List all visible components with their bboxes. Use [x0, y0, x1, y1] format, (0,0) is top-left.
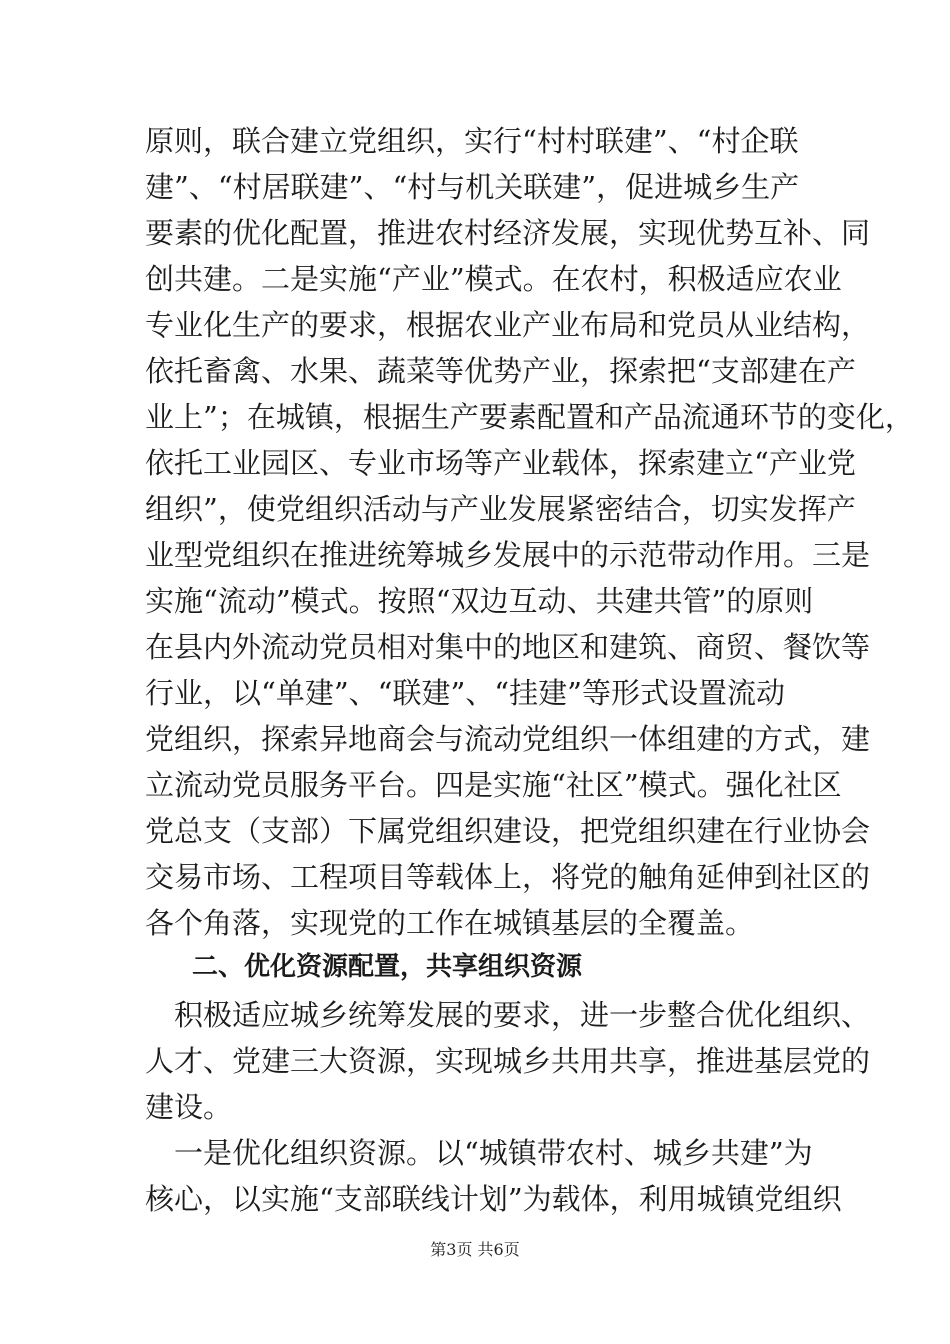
body-text-line: 党总支（支部）下属党组织建设，把党组织建在行业协会 — [145, 814, 871, 848]
body-text-line: 建设。 — [145, 1090, 233, 1124]
section-heading: 二、优化资源配置，共享组织资源 — [192, 952, 583, 982]
body-text-line: 依托畜禽、水果、蔬菜等优势产业，探索把“支部建在产 — [145, 354, 856, 388]
body-text-line: 业上”；在城镇，根据生产要素配置和产品流通环节的变化， — [145, 400, 914, 434]
body-text-line: 各个角落，实现党的工作在城镇基层的全覆盖。 — [145, 906, 755, 940]
body-text-line: 核心，以实施“支部联线计划”为载体，利用城镇党组织 — [145, 1182, 842, 1216]
page-number-footer: 第3页 共6页 — [430, 1240, 520, 1259]
body-text-line: 业型党组织在推进统筹城乡发展中的示范带动作用。三是 — [145, 538, 871, 572]
body-text-line: 党组织，探索异地商会与流动党组织一体组建的方式，建 — [145, 722, 871, 756]
body-text-line: 立流动党员服务平台。四是实施“社区”模式。强化社区 — [145, 768, 842, 802]
body-text-line: 依托工业园区、专业市场等产业载体，探索建立“产业党 — [145, 446, 856, 480]
body-text-line: 组织”，使党组织活动与产业发展紧密结合，切实发挥产 — [145, 492, 856, 526]
body-text-line: 一是优化组织资源。以“城镇带农村、城乡共建”为 — [145, 1136, 813, 1170]
body-text-line: 人才、党建三大资源，实现城乡共用共享，推进基层党的 — [145, 1044, 871, 1078]
body-text-line: 创共建。二是实施“产业”模式。在农村，积极适应农业 — [145, 262, 842, 296]
body-text-line: 专业化生产的要求，根据农业产业布局和党员从业结构， — [145, 308, 871, 342]
body-text-line: 积极适应城乡统筹发展的要求，进一步整合优化组织、 — [145, 998, 871, 1032]
body-text-line: 在县内外流动党员相对集中的地区和建筑、商贸、餐饮等 — [145, 630, 871, 664]
body-text-line: 实施“流动”模式。按照“双边互动、共建共管”的原则 — [145, 584, 814, 618]
body-text-line: 要素的优化配置，推进农村经济发展，实现优势互补、同 — [145, 216, 871, 250]
body-text-line: 原则，联合建立党组织，实行“村村联建”、“村企联 — [145, 124, 799, 158]
body-text-line: 行业，以“单建”、“联建”、“挂建”等形式设置流动 — [145, 676, 785, 710]
body-text-line: 建”、“村居联建”、“村与机关联建”，促进城乡生产 — [145, 170, 800, 204]
body-text-line: 交易市场、工程项目等载体上，将党的触角延伸到社区的 — [145, 860, 871, 894]
